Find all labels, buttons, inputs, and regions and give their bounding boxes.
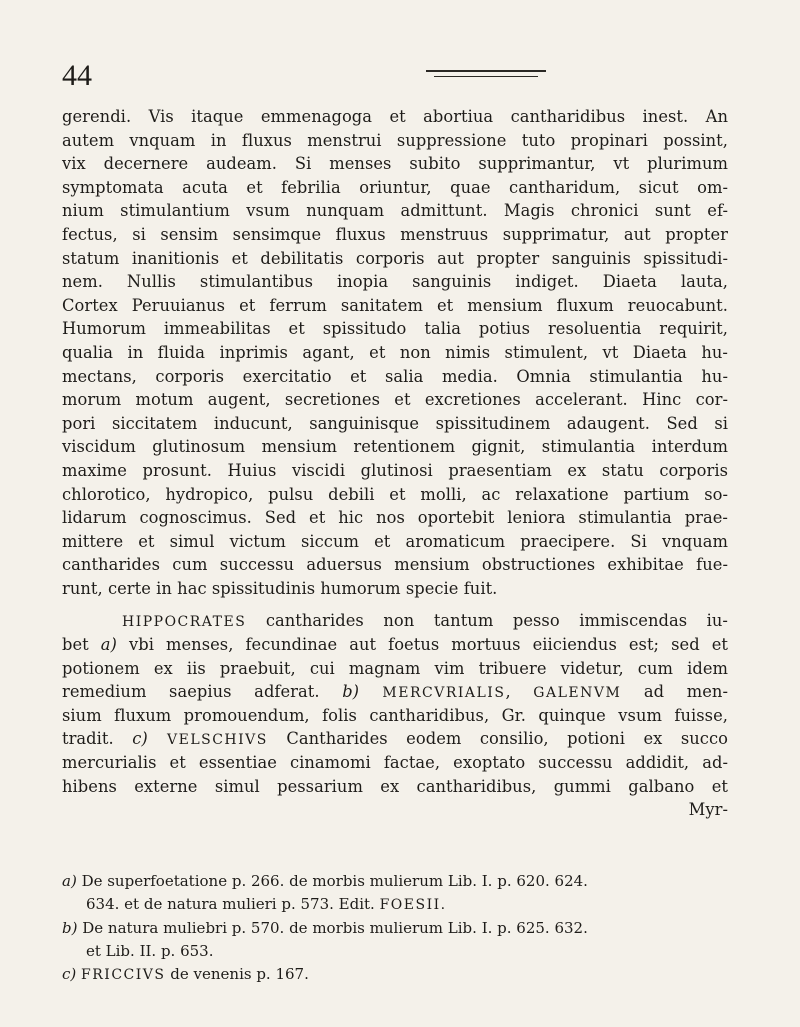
paragraph-2 [62,609,728,821]
page-header [62,56,740,96]
text-line: Cortex Peruuianus et ferrum sanitatem et mensium fluxum reuocabunt. [62,295,728,315]
text-line: remedium saepius adferat. b) MERCVRIALIS, GALENVM ad men- [62,682,729,702]
author-name: VELSCHIVS [147,732,268,749]
text-line: sium fluxum promouendum, folis cantharidibus, Gr. quinque vsum fuisse, [62,705,728,725]
text-line: gerendi. Vis itaque emmenagoga et abortiua cantharidibus inest. An [62,107,728,126]
text-line: maxime prosunt. Huius viscidi glutinosi praesentiam ex statu corporis [62,460,728,480]
text-line: mectans, corporis exercitatio et salia media. Omnia stimulantia hu- [62,366,728,386]
text-line: viscidum glutinosum mensium retentionem gignit, stimulantia interdum [62,437,728,457]
text-line: nem. Nullis stimulantibus inopia sanguinis indiget. Diaeta lauta, [62,272,728,292]
text-line: fectus, si sensim sensimque fluxus menstruus supprimatur, aut propter [62,224,728,244]
header-rule [426,70,546,72]
author-name: FRICCIVS [81,967,166,983]
footnote-c: c) FRICCIVS de venenis p. 167. [62,965,309,983]
text-line: pori siccitatem inducunt, sanguinisque spissitudinem adaugent. Sed si [62,413,728,433]
text-line: HIPPOCRATES cantharides non tantum pesso immiscendas iu- [122,611,728,631]
header-rule-thin [434,76,538,77]
footnote-marker: b) [62,919,78,937]
author-name: FOESII. [379,897,447,913]
catchword: Myr- [688,800,728,820]
page-number: 44 [62,59,92,92]
author-name: MERCVRIALIS [359,685,506,702]
text-line: nium stimulantium vsum nunquam admittunt. Magis chronici sunt ef- [62,201,728,221]
text-line: symptomata acuta et febrilia oriuntur, quae cantharidum, sicut om- [62,177,728,197]
text-line: lidarum cognoscimus. Sed et hic nos oportebit leniora stimulantia prae- [62,508,728,528]
text-line: runt, certe in hac spissitudinis humorum specie fuit. [62,578,498,598]
text-line: mercurialis et essentiae cinamomi factae, exoptato successu addidit, ad- [62,753,728,773]
footnote-a: a) De superfoetatione p. 266. de morbis mulierum Lib. I. p. 620. 624. [62,872,588,890]
text-line: tradit. c) VELSCHIVS Cantharides eodem consilio, potioni ex succo [62,729,728,749]
paragraph-1 [62,105,728,600]
text-line: morum motum augent, secretiones et excretiones accelerant. Hinc cor- [62,390,728,410]
footnote-marker: a) [62,872,77,890]
text-line: qualia in fluida inprimis agant, et non nimis stimulent, vt Diaeta hu- [62,342,728,362]
text-line: autem vnquam in fluxus menstrui suppressione tuto propinari possint, [62,130,728,150]
text-line: statum inanitionis et debilitatis corporis aut propter sanguinis spissitudi- [62,248,728,268]
footnote-marker: c) [132,729,148,749]
footnote-a-continued: 634. et de natura mulieri p. 573. Edit. FOESII. [86,895,447,913]
body-text [62,105,728,822]
text-line: potionem ex iis praebuit, cui magnam vim tribuere videtur, cum idem [62,658,728,678]
text-line: bet a) vbi menses, fecundinae aut foetus mortuus eiiciendus est; sed et [62,635,729,655]
author-name: HIPPOCRATES [122,614,247,631]
footnote-marker: a) [100,635,117,655]
text-line: Humorum immeabilitas et spissitudo talia potius resoluentia requirit, [62,319,728,339]
author-name: GALENVM [533,685,622,702]
footnote-b: b) De natura muliebri p. 570. de morbis mulierum Lib. I. p. 625. 632. [62,919,588,937]
text-line: hibens externe simul pessarium ex cantharidibus, gummi galbano et [62,776,728,796]
footnote-marker: c) [62,965,77,983]
footnote-marker: b) [342,682,360,702]
text-line: chlorotico, hydropico, pulsu debili et molli, ac relaxatione partium so- [62,484,728,504]
text-line: mittere et simul victum siccum et aromaticum praecipere. Si vnquam [62,531,728,551]
footnotes [62,870,728,987]
text-line: cantharides cum successu aduersus mensium obstructiones exhibitae fue- [62,555,728,575]
footnote-b-continued: et Lib. II. p. 653. [86,942,214,960]
text-line: vix decernere audeam. Si menses subito supprimantur, vt plurimum [62,154,728,174]
